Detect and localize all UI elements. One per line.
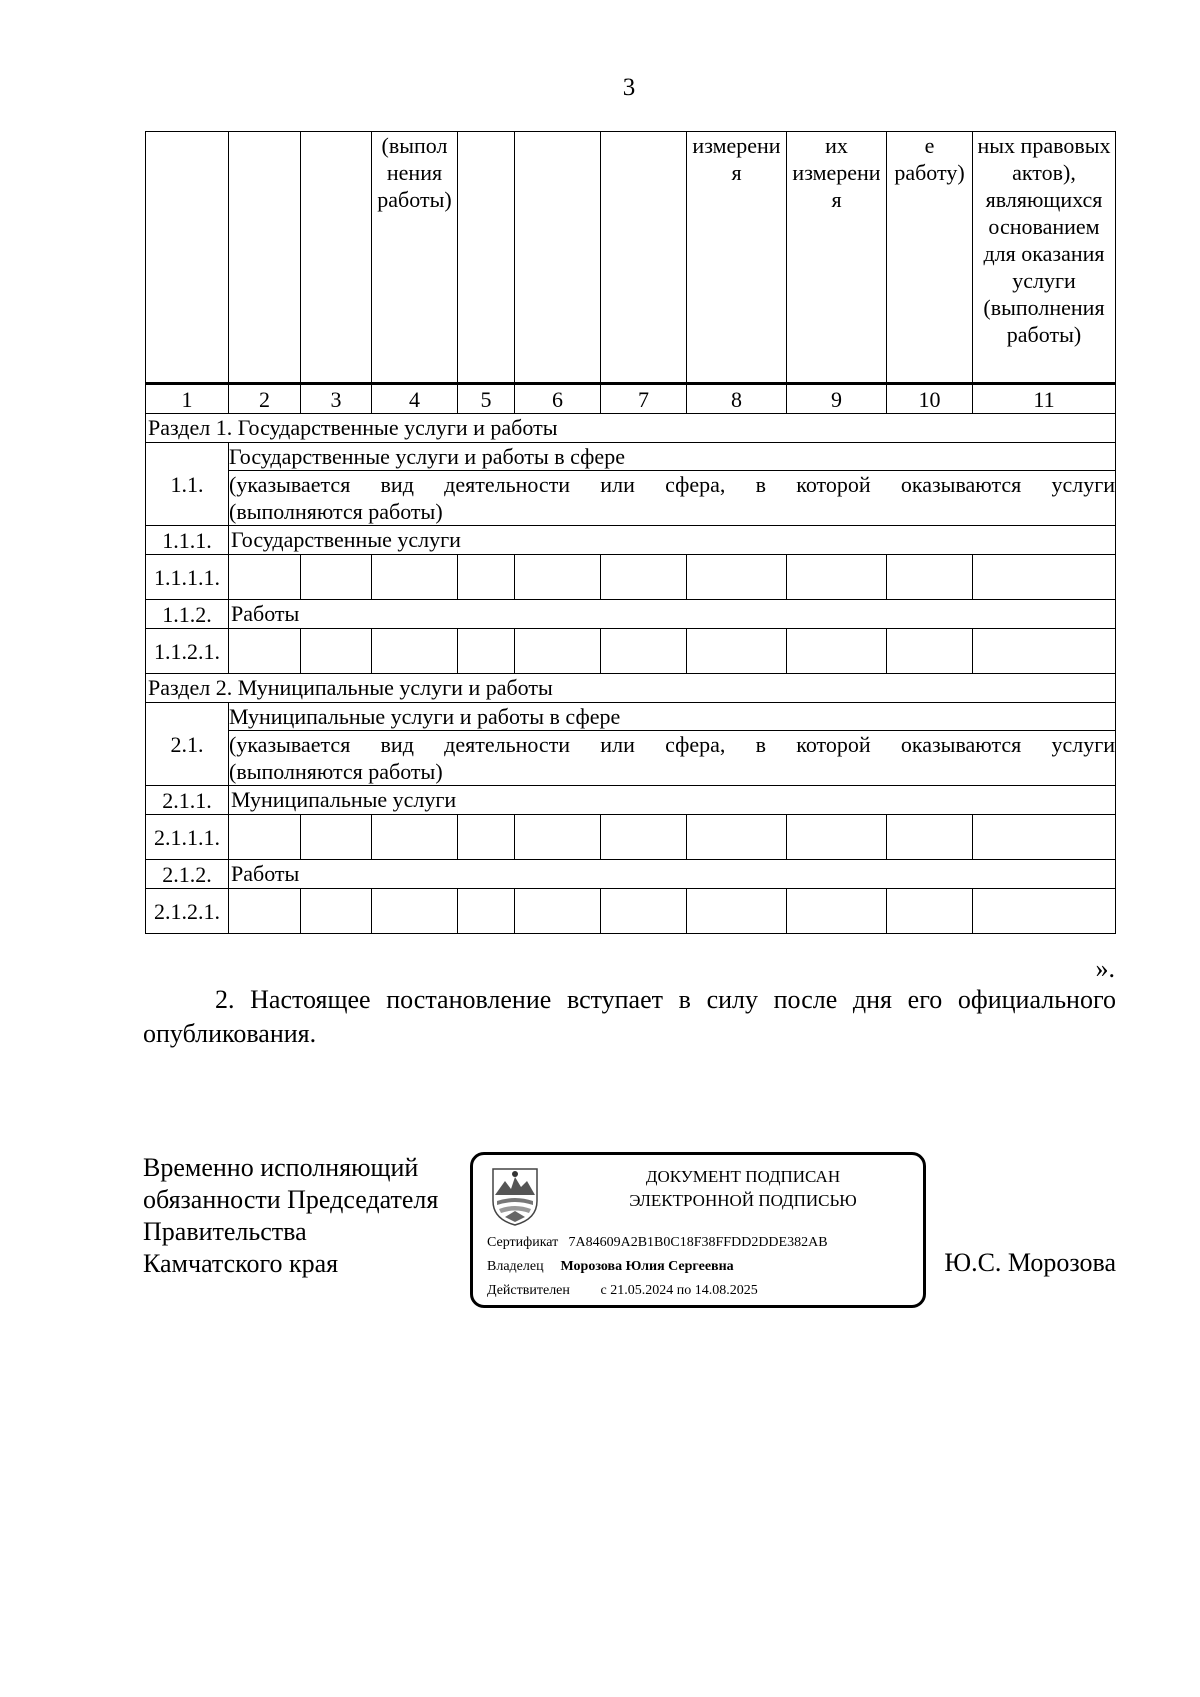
empty-cell bbox=[687, 555, 787, 600]
section-1-sphere-number: 1.1. bbox=[146, 443, 229, 526]
empty-cell bbox=[458, 889, 515, 934]
section-1-sphere-line2: (указывается вид деятельности или сфера, в которой оказываются услуги bbox=[229, 472, 1115, 497]
section-2-services-number: 2.1.1. bbox=[146, 786, 229, 815]
empty-cell bbox=[687, 889, 787, 934]
header-cell-10: е работу) bbox=[887, 132, 973, 384]
stamp-validity-row bbox=[487, 1283, 758, 1299]
column-number: 7 bbox=[601, 384, 687, 414]
empty-cell bbox=[973, 555, 1116, 600]
stamp-certificate-label: Сертификат bbox=[487, 1235, 559, 1250]
column-number: 11 bbox=[973, 384, 1116, 414]
section-1-sphere-row bbox=[146, 443, 1116, 526]
section-2-title: Раздел 2. Муниципальные услуги и работы bbox=[146, 674, 1116, 703]
empty-cell bbox=[601, 629, 687, 674]
section-2-services-row bbox=[146, 786, 1116, 815]
section-1-sphere-line3: (выполняются работы) bbox=[229, 499, 443, 524]
empty-cell bbox=[229, 555, 301, 600]
column-number: 9 bbox=[787, 384, 887, 414]
signer-line: обязанности Председателя bbox=[143, 1185, 439, 1214]
section-2-sphere-line1: Муниципальные услуги и работы в сфере bbox=[229, 703, 1115, 731]
empty-cell bbox=[601, 815, 687, 860]
section-2-services-label: Муниципальные услуги bbox=[229, 786, 1116, 815]
section-1-services-label: Государственные услуги bbox=[229, 526, 1116, 555]
empty-cell bbox=[687, 815, 787, 860]
empty-cell bbox=[229, 629, 301, 674]
signer-line: Правительства bbox=[143, 1217, 307, 1246]
column-number: 10 bbox=[887, 384, 973, 414]
empty-cell bbox=[372, 889, 458, 934]
empty-cell bbox=[787, 889, 887, 934]
empty-cell bbox=[687, 629, 787, 674]
section-2-works-number: 2.1.2. bbox=[146, 860, 229, 889]
table-row bbox=[146, 555, 1116, 600]
column-numbers-row bbox=[146, 384, 1116, 414]
section-1-sphere-line1: Государственные услуги и работы в сфере bbox=[229, 443, 1115, 471]
header-cell-4: (выпол нения работы) bbox=[372, 132, 458, 384]
header-cell-7 bbox=[601, 132, 687, 384]
signer-position bbox=[143, 1152, 438, 1280]
paragraph-2: 2. Настоящее постановление вступает в силу после дня его официального опубликования. bbox=[143, 985, 1116, 1048]
table-row bbox=[146, 889, 1116, 934]
registry-table bbox=[145, 131, 1116, 934]
empty-cell bbox=[458, 555, 515, 600]
empty-cell bbox=[787, 555, 887, 600]
empty-cell bbox=[973, 815, 1116, 860]
stamp-owner-label: Владелец bbox=[487, 1259, 544, 1274]
empty-cell bbox=[229, 889, 301, 934]
signer-line: Временно исполняющий bbox=[143, 1153, 419, 1182]
empty-cell bbox=[787, 815, 887, 860]
empty-cell bbox=[458, 629, 515, 674]
empty-cell bbox=[515, 555, 601, 600]
column-number: 5 bbox=[458, 384, 515, 414]
empty-cell bbox=[887, 889, 973, 934]
empty-cell bbox=[601, 889, 687, 934]
stamp-owner-row bbox=[487, 1259, 734, 1275]
section-1-services-row bbox=[146, 526, 1116, 555]
stamp-certificate-row bbox=[487, 1235, 828, 1251]
table-row bbox=[146, 815, 1116, 860]
section-1-sphere-cell bbox=[229, 443, 1116, 526]
section-2-row bbox=[146, 674, 1116, 703]
column-number: 8 bbox=[687, 384, 787, 414]
section-2-works-label: Работы bbox=[229, 860, 1116, 889]
empty-cell bbox=[887, 555, 973, 600]
header-cell-3 bbox=[301, 132, 372, 384]
kamchatka-emblem-icon bbox=[489, 1165, 541, 1227]
page-number: 3 bbox=[622, 74, 636, 101]
row-number: 1.1.1.1. bbox=[146, 555, 229, 600]
empty-cell bbox=[887, 629, 973, 674]
empty-cell bbox=[973, 629, 1116, 674]
empty-cell bbox=[787, 629, 887, 674]
header-cell-5 bbox=[458, 132, 515, 384]
header-cell-1 bbox=[146, 132, 229, 384]
section-2-sphere-number: 2.1. bbox=[146, 703, 229, 786]
signer-name: Ю.С. Морозова bbox=[944, 1248, 1116, 1277]
empty-cell bbox=[229, 815, 301, 860]
row-number: 1.1.2.1. bbox=[146, 629, 229, 674]
column-number: 2 bbox=[229, 384, 301, 414]
section-1-works-row bbox=[146, 600, 1116, 629]
section-1-row bbox=[146, 414, 1116, 443]
empty-cell bbox=[601, 555, 687, 600]
section-1-services-number: 1.1.1. bbox=[146, 526, 229, 555]
row-number: 2.1.1.1. bbox=[146, 815, 229, 860]
empty-cell bbox=[973, 889, 1116, 934]
electronic-signature-stamp bbox=[470, 1152, 926, 1308]
empty-cell bbox=[372, 555, 458, 600]
stamp-owner-value: Морозова Юлия Сергеевна bbox=[560, 1259, 734, 1274]
closing-quote: ». bbox=[1095, 954, 1115, 983]
empty-cell bbox=[515, 629, 601, 674]
empty-cell bbox=[372, 629, 458, 674]
empty-cell bbox=[515, 815, 601, 860]
empty-cell bbox=[887, 815, 973, 860]
section-2-sphere-line3: (выполняются работы) bbox=[229, 759, 443, 784]
signer-line: Камчатского края bbox=[143, 1249, 339, 1278]
header-cell-6 bbox=[515, 132, 601, 384]
empty-cell bbox=[372, 815, 458, 860]
section-1-works-label: Работы bbox=[229, 600, 1116, 629]
empty-cell bbox=[301, 889, 372, 934]
stamp-validity-value: с 21.05.2024 по 14.08.2025 bbox=[600, 1283, 758, 1298]
table-row bbox=[146, 629, 1116, 674]
section-1-title: Раздел 1. Государственные услуги и работы bbox=[146, 414, 1116, 443]
header-cell-8: измерени я bbox=[687, 132, 787, 384]
row-number: 2.1.2.1. bbox=[146, 889, 229, 934]
column-number: 6 bbox=[515, 384, 601, 414]
column-number: 4 bbox=[372, 384, 458, 414]
empty-cell bbox=[458, 815, 515, 860]
column-number: 1 bbox=[146, 384, 229, 414]
section-2-works-row bbox=[146, 860, 1116, 889]
stamp-certificate-value: 7A84609A2B1B0C18F38FFDD2DDE382AB bbox=[568, 1235, 828, 1250]
column-number: 3 bbox=[301, 384, 372, 414]
empty-cell bbox=[301, 555, 372, 600]
stamp-title-line: ДОКУМЕНТ ПОДПИСАН bbox=[645, 1167, 841, 1186]
header-cell-2 bbox=[229, 132, 301, 384]
header-cell-11: ных правовых актов), являющихся основанием для оказания услуги (выполнения работы) bbox=[973, 132, 1116, 384]
stamp-validity-label: Действителен bbox=[487, 1283, 570, 1298]
section-2-sphere-line2: (указывается вид деятельности или сфера, в которой оказываются услуги bbox=[229, 732, 1115, 757]
section-2-sphere-row bbox=[146, 703, 1116, 786]
stamp-title-line: ЭЛЕКТРОННОЙ ПОДПИСЬЮ bbox=[629, 1191, 857, 1210]
header-cell-9: их измерени я bbox=[787, 132, 887, 384]
empty-cell bbox=[515, 889, 601, 934]
section-1-works-number: 1.1.2. bbox=[146, 600, 229, 629]
section-2-sphere-cell bbox=[229, 703, 1116, 786]
header-continuation-row bbox=[146, 132, 1116, 384]
empty-cell bbox=[301, 629, 372, 674]
stamp-title bbox=[573, 1165, 913, 1213]
empty-cell bbox=[301, 815, 372, 860]
